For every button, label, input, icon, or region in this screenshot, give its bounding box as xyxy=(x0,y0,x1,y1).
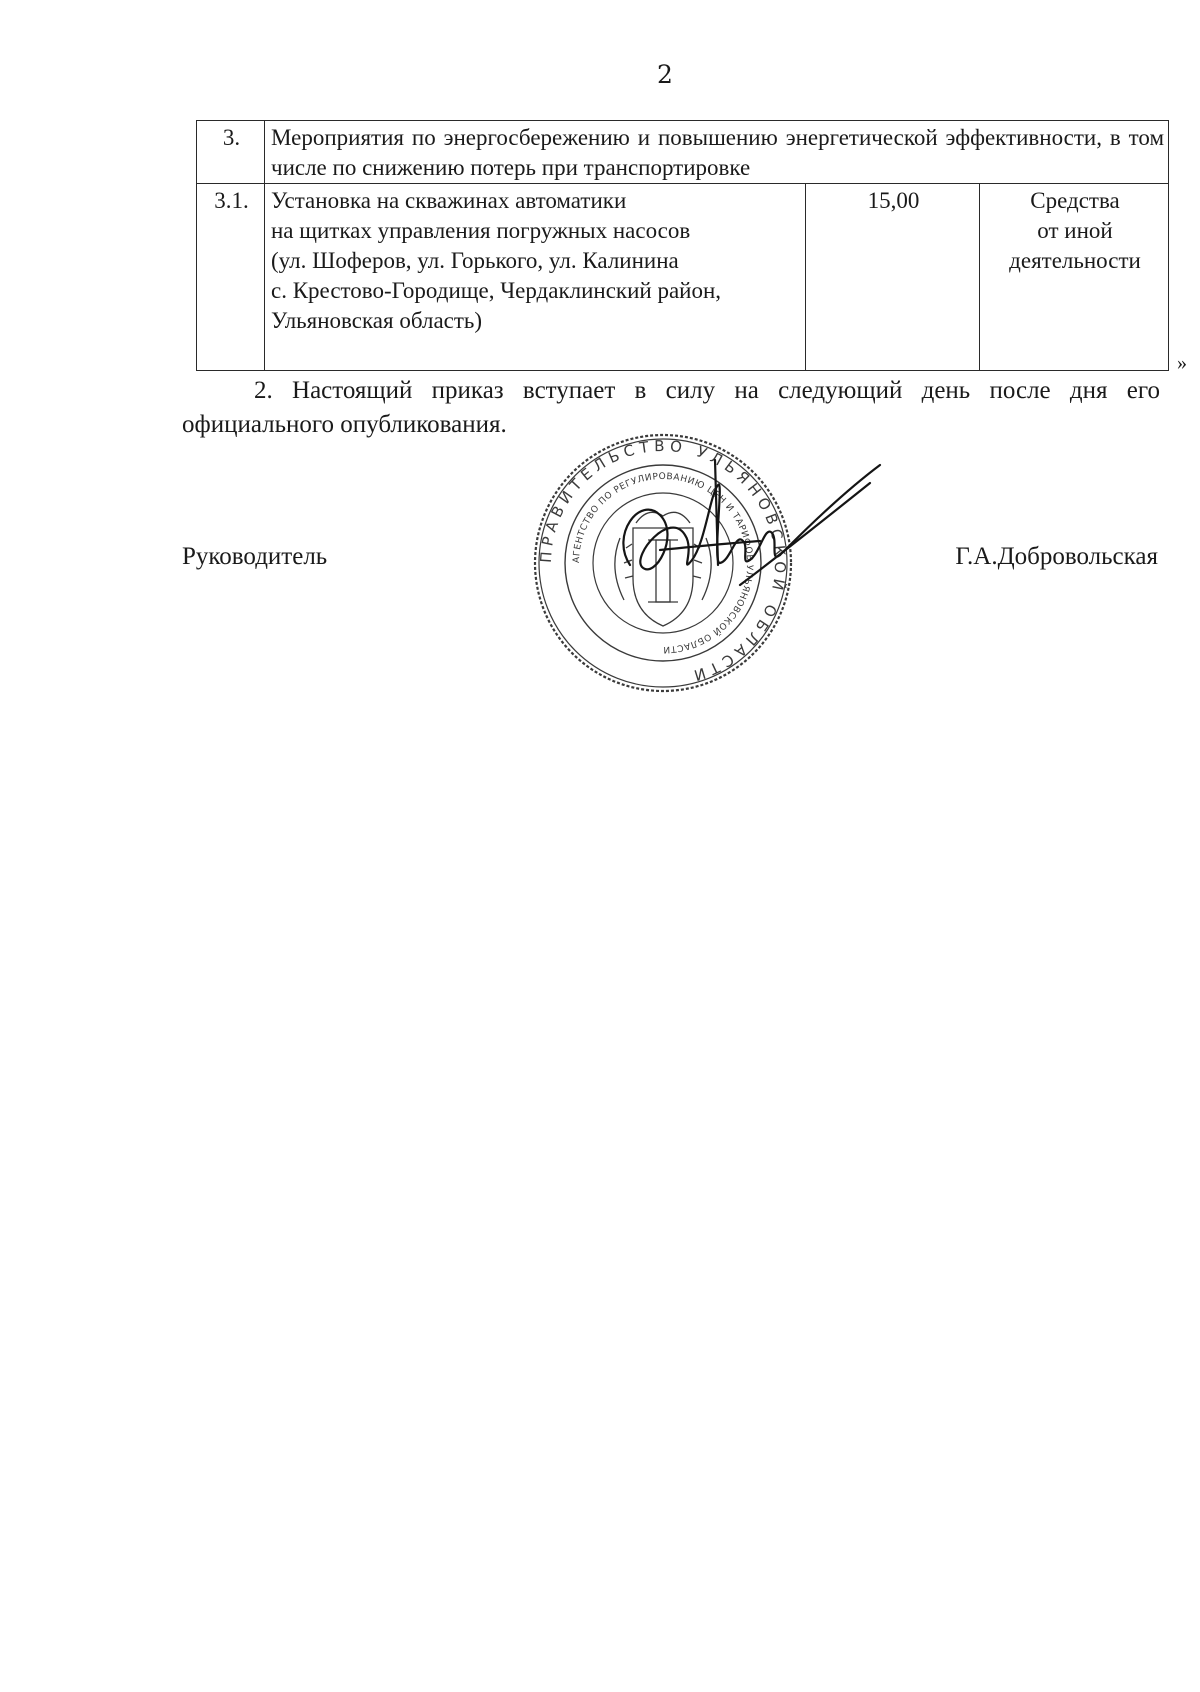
measure-line: на щитках управления погружных насосов xyxy=(271,218,691,243)
measure-line: (ул. Шоферов, ул. Горького, ул. Калинина xyxy=(271,248,679,273)
row-title: Мероприятия по энергосбережению и повышению энергетической эффективности, в том числе по снижению потерь при транспортировке xyxy=(265,121,1169,184)
row-number: 3. xyxy=(197,121,265,184)
table-row xyxy=(197,121,1169,184)
page-number: 2 xyxy=(657,60,673,89)
measures-table xyxy=(196,120,1169,371)
measure-line: с. Крестово-Городище, Чердаклинский район, xyxy=(271,278,722,303)
handwritten-signature-icon xyxy=(600,455,890,605)
funding-source xyxy=(980,184,1169,371)
signer-position: Руководитель xyxy=(182,543,328,570)
clause-2: 2. Настоящий приказ вступает в силу на следующий день после дня его официального опубликования. xyxy=(182,377,1160,438)
measure-description xyxy=(265,184,806,371)
measure-line: Ульяновская область) xyxy=(271,308,483,333)
seal-outer-text: ПРАВИТЕЛЬСТВО УЛЬЯНОВСКОЙ ОБЛАСТИ xyxy=(536,436,790,686)
measure-line: Установка на скважинах автоматики xyxy=(271,188,627,213)
source-line: деятельности xyxy=(1009,248,1141,273)
source-line: Средства xyxy=(1030,188,1120,213)
row-number: 3.1. xyxy=(197,184,265,371)
table-row xyxy=(197,184,1169,371)
signer-name: Г.А.Добровольская xyxy=(955,543,1158,570)
cost-value: 15,00 xyxy=(806,184,980,371)
seal-inner-text: АГЕНТСТВО ПО РЕГУЛИРОВАНИЮ ЦЕН И ТАРИФОВ УЛЬЯНОВСКОЙ ОБЛАСТИ xyxy=(571,471,755,655)
source-line: от иной xyxy=(1037,218,1113,243)
closing-quote: » xyxy=(1177,352,1187,374)
